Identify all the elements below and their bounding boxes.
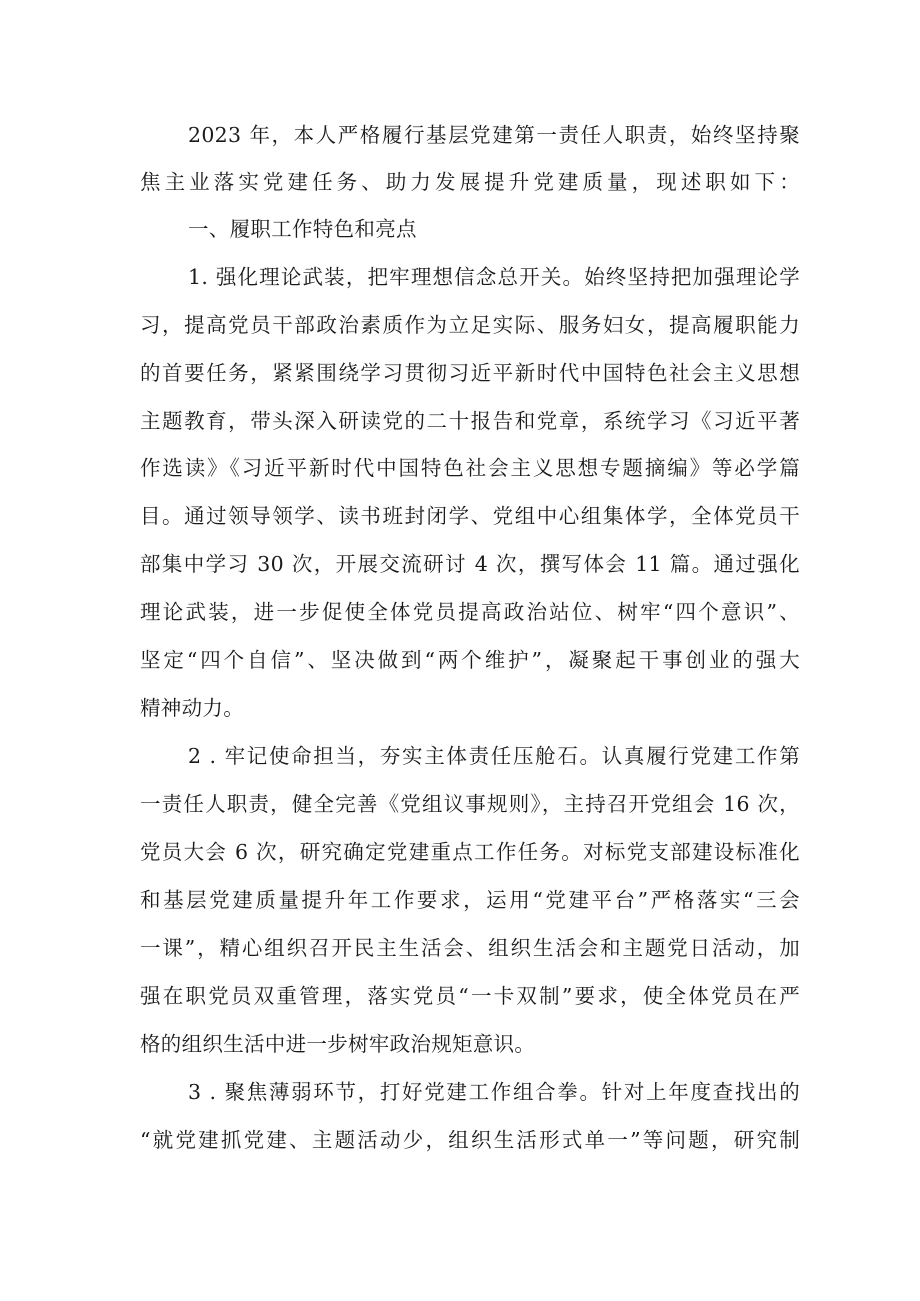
item-1-line-9: 坚定“四个自信”、坚决做到“两个维护”，凝聚起干事创业的强大 (140, 648, 800, 672)
intro-line-2: 焦主业落实党建任务、助力发展提升党建质量，现述职如下： (140, 170, 800, 194)
item-1-line-2: 习，提高党员干部政治素质作为立足实际、服务妇女，提高履职能力 (140, 313, 800, 337)
section-heading: 一、履职工作特色和亮点 (188, 217, 417, 241)
item-1-line-5: 作选读》《习近平新时代中国特色社会主义思想专题摘编》等必学篇 (140, 456, 800, 480)
item-2-line-2: 一责任人职责，健全完善《党组议事规则》，主持召开党组会 16 次， (140, 792, 800, 816)
item-1-line-10: 精神动力。 (140, 696, 244, 720)
item-2-line-3: 党员大会 6 次，研究确定党建重点工作任务。对标党支部建设标准化 (140, 840, 800, 864)
item-3-line-2: “就党建抓党建、主题活动少，组织生活形式单一”等问题，研究制 (140, 1128, 800, 1152)
item-2-line-4: 和基层党建质量提升年工作要求，运用“党建平台”严格落实“三会 (140, 888, 800, 912)
item-1-line-3: 的首要任务，紧紧围绕学习贯彻习近平新时代中国特色社会主义思想 (140, 361, 800, 385)
item-2-line-6: 强在职党员双重管理，落实党员“一卡双制”要求，使全体党员在严 (140, 984, 800, 1008)
item-1-line-7: 部集中学习 30 次，开展交流研讨 4 次，撰写体会 11 篇。通过强化 (140, 552, 800, 576)
item-1-line-8: 理论武装，进一步促使全体党员提高政治站位、树牢“四个意识”、 (140, 600, 800, 624)
item-2-line-5: 一课”，精心组织召开民主生活会、组织生活会和主题党日活动，加 (140, 936, 800, 960)
item-1-line-1: 1. 强化理论武装，把牢理想信念总开关。始终坚持把加强理论学 (188, 265, 800, 289)
intro-line-1: 2023 年，本人严格履行基层党建第一责任人职责，始终坚持聚 (188, 123, 800, 147)
item-2-line-7: 格的组织生活中进一步树牢政治规矩意识。 (140, 1032, 536, 1056)
item-2-line-1: 2 . 牢记使命担当，夯实主体责任压舱石。认真履行党建工作第 (188, 744, 800, 768)
item-3-line-1: 3 . 聚焦薄弱环节，打好党建工作组合拳。针对上年度查找出的 (188, 1080, 800, 1104)
item-1-line-6: 目。通过领导领学、读书班封闭学、党组中心组集体学，全体党员干 (140, 504, 800, 528)
item-1-line-4: 主题教育，带头深入研读党的二十报告和党章，系统学习《习近平著 (140, 409, 800, 433)
